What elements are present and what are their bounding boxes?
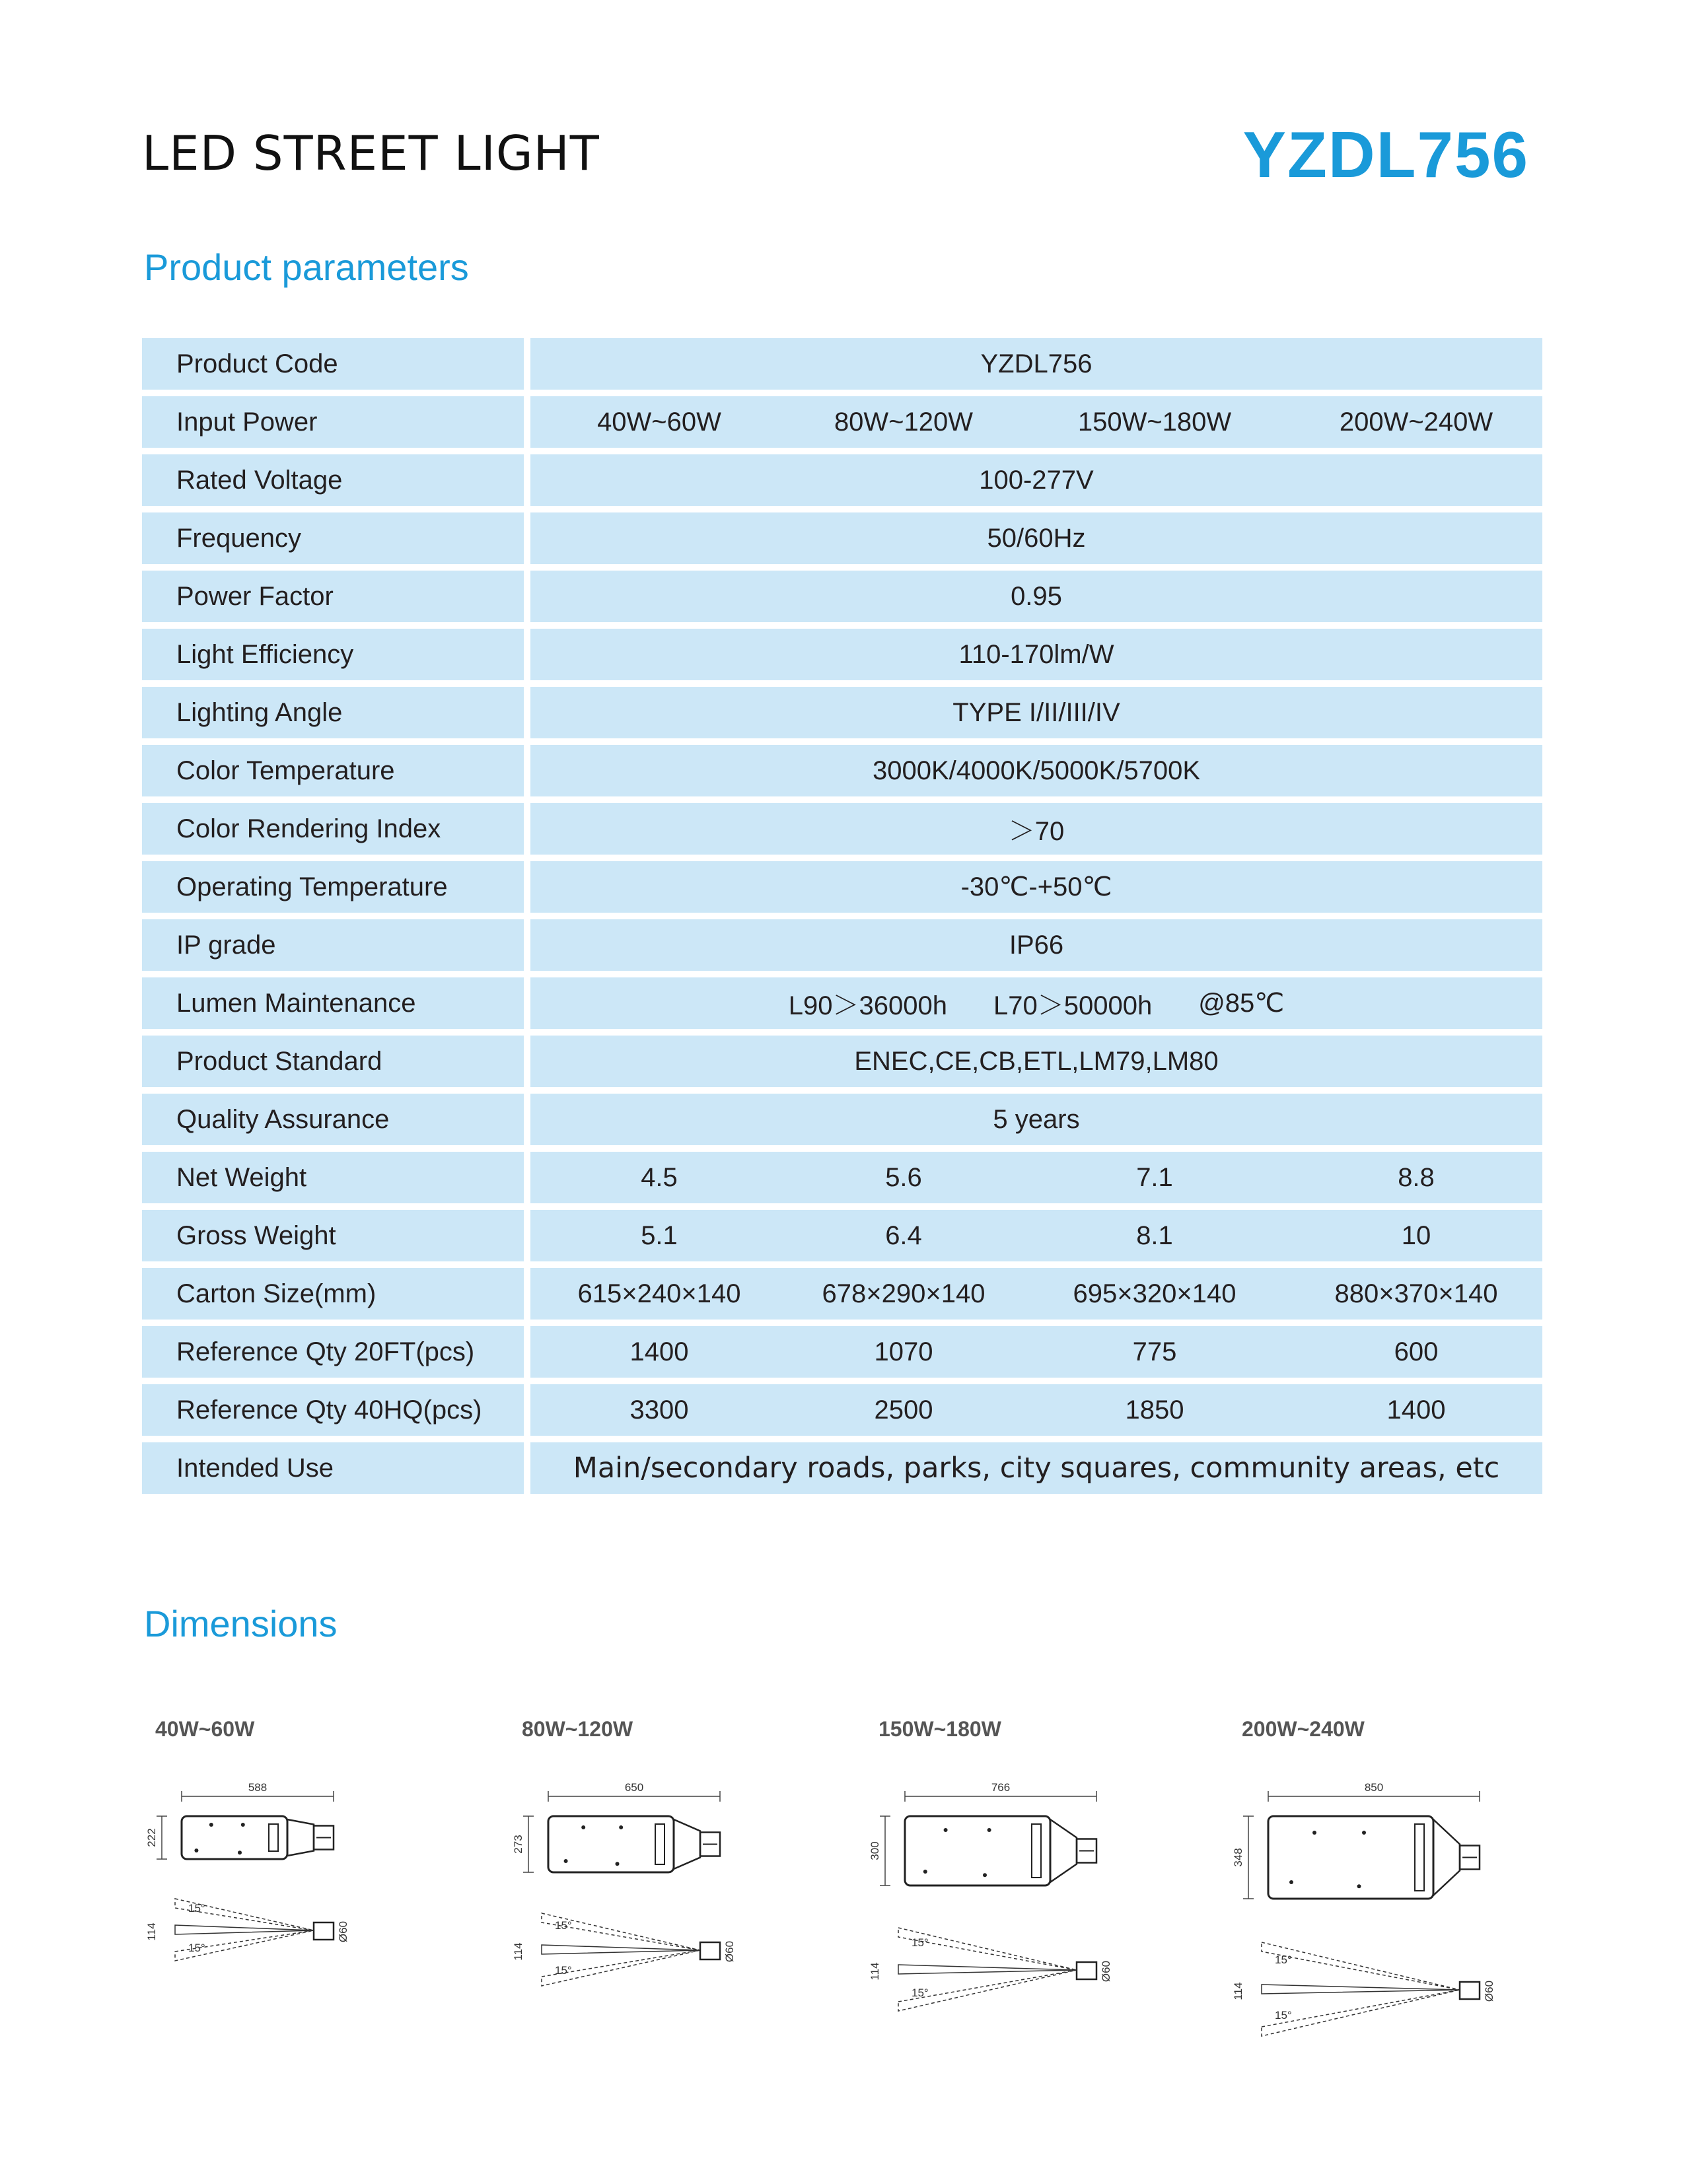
tilt-angle-label: 15° — [912, 1936, 929, 1949]
spec-value: 0.95 — [530, 571, 1542, 622]
dimensions-heading: Dimensions — [144, 1603, 338, 1644]
spec-value-cell: 1850 — [1125, 1395, 1184, 1425]
dimension-label: 200W~240W — [1242, 1717, 1365, 1741]
spec-row — [142, 861, 1542, 913]
pole-diameter-dimension: Ø60 — [723, 1940, 736, 1963]
height-dimension: 273 — [512, 1835, 524, 1854]
spec-value: YZDL756 — [530, 338, 1542, 390]
spec-row — [142, 1036, 1542, 1087]
dimension-drawing — [142, 1717, 485, 2074]
spec-value: ＞70 — [530, 803, 1542, 855]
spec-label: Color Rendering Index — [142, 803, 524, 855]
spec-row — [142, 629, 1542, 680]
width-dimension: 766 — [991, 1781, 1011, 1794]
spec-value-cell: 200W~240W — [1339, 407, 1493, 437]
luminaire-drawing — [865, 1770, 1209, 2074]
spec-label: Rated Voltage — [142, 454, 524, 506]
spec-value — [530, 1326, 1542, 1378]
spec-label: Color Temperature — [142, 745, 524, 796]
spec-label: Power Factor — [142, 571, 524, 622]
pole-diameter-dimension: Ø60 — [1483, 1980, 1495, 2002]
spec-value-cell: 600 — [1394, 1337, 1439, 1366]
spec-value-cell: 6.4 — [885, 1220, 922, 1250]
side-height-dimension: 114 — [869, 1962, 881, 1981]
spec-value: -30℃-+50℃ — [530, 861, 1542, 913]
dimension-drawing — [509, 1717, 852, 2074]
spec-row — [142, 1442, 1542, 1494]
spec-value-cell: 5.1 — [641, 1220, 678, 1250]
luminaire-drawing — [1229, 1770, 1572, 2074]
model-title: YZDL756 — [1242, 118, 1529, 191]
spec-value-cell: 8.8 — [1398, 1162, 1435, 1192]
spec-row — [142, 1268, 1542, 1320]
spec-value: 3000K/4000K/5000K/5700K — [530, 745, 1542, 796]
spec-value-part: L70＞50000h — [993, 991, 1153, 1020]
spec-value-cell: 7.1 — [1136, 1162, 1173, 1192]
spec-row — [142, 687, 1542, 738]
spec-label: Reference Qty 40HQ(pcs) — [142, 1384, 524, 1436]
spec-value — [530, 977, 1542, 1029]
spec-value: ENEC,CE,CB,ETL,LM79,LM80 — [530, 1036, 1542, 1087]
height-dimension: 222 — [145, 1828, 158, 1847]
spec-value: 5 years — [530, 1094, 1542, 1145]
spec-row — [142, 1326, 1542, 1378]
spec-value-cell: 1400 — [629, 1337, 689, 1366]
spec-row — [142, 1094, 1542, 1145]
spec-row — [142, 396, 1542, 448]
spec-value-cell: 1400 — [1386, 1395, 1446, 1425]
spec-label: Reference Qty 20FT(pcs) — [142, 1326, 524, 1378]
spec-value-cell: 1070 — [874, 1337, 933, 1366]
spec-label: Product Standard — [142, 1036, 524, 1087]
side-height-dimension: 114 — [1232, 1982, 1244, 2000]
spec-value-cell: 3300 — [629, 1395, 689, 1425]
side-height-dimension: 114 — [145, 1922, 158, 1941]
spec-value: IP66 — [530, 919, 1542, 971]
spec-value-cell: 615×240×140 — [577, 1279, 741, 1308]
width-dimension: 650 — [624, 1781, 644, 1794]
luminaire-drawing — [509, 1770, 852, 2074]
spec-row — [142, 1384, 1542, 1436]
tilt-angle-label: 15° — [1275, 1954, 1292, 1966]
spec-value: 100-277V — [530, 454, 1542, 506]
tilt-angle-label: 15° — [912, 1987, 929, 1999]
spec-value-cell: 40W~60W — [597, 407, 721, 437]
spec-row — [142, 454, 1542, 506]
spec-row — [142, 338, 1542, 390]
spec-label: Intended Use — [142, 1442, 524, 1494]
spec-row — [142, 512, 1542, 564]
spec-value-cell: 150W~180W — [1077, 407, 1232, 437]
spec-label: IP grade — [142, 919, 524, 971]
spec-value — [530, 1384, 1542, 1436]
width-dimension: 588 — [248, 1781, 268, 1794]
spec-row — [142, 919, 1542, 971]
spec-value-cell: 10 — [1401, 1220, 1431, 1250]
spec-value — [530, 396, 1542, 448]
spec-table — [142, 338, 1542, 1500]
spec-label: Frequency — [142, 512, 524, 564]
tilt-angle-label: 15° — [188, 1902, 205, 1915]
pole-diameter-dimension: Ø60 — [337, 1920, 349, 1943]
spec-label: Gross Weight — [142, 1210, 524, 1261]
spec-value-cell: 2500 — [874, 1395, 933, 1425]
dimension-drawing — [865, 1717, 1209, 2074]
side-height-dimension: 114 — [512, 1942, 524, 1961]
spec-value-part: L90＞36000h — [788, 991, 947, 1020]
tilt-angle-label: 15° — [555, 1964, 572, 1977]
spec-row — [142, 745, 1542, 796]
pole-diameter-dimension: Ø60 — [1100, 1960, 1112, 1983]
spec-label: Light Efficiency — [142, 629, 524, 680]
spec-value-cell: 8.1 — [1136, 1220, 1173, 1250]
height-dimension: 348 — [1232, 1848, 1244, 1867]
spec-value-cell: 775 — [1132, 1337, 1177, 1366]
width-dimension: 850 — [1364, 1781, 1384, 1794]
tilt-angle-label: 15° — [1275, 2009, 1292, 2022]
spec-label: Lighting Angle — [142, 687, 524, 738]
spec-value — [530, 1152, 1542, 1203]
dimension-drawing — [1229, 1717, 1572, 2074]
spec-row — [142, 571, 1542, 622]
dimension-label: 80W~120W — [522, 1717, 633, 1741]
spec-value-cell: 5.6 — [885, 1162, 922, 1192]
spec-value-cell: 880×370×140 — [1334, 1279, 1498, 1308]
spec-value — [530, 1210, 1542, 1261]
spec-label: Product Code — [142, 338, 524, 390]
spec-label: Carton Size(mm) — [142, 1268, 524, 1320]
height-dimension: 300 — [869, 1841, 881, 1860]
spec-row — [142, 1152, 1542, 1203]
spec-value-cell: 4.5 — [641, 1162, 678, 1192]
spec-row — [142, 803, 1542, 855]
spec-value-cell: 678×290×140 — [822, 1279, 986, 1308]
dimension-label: 150W~180W — [878, 1717, 1001, 1741]
spec-label: Net Weight — [142, 1152, 524, 1203]
spec-label: Quality Assurance — [142, 1094, 524, 1145]
spec-value — [530, 1268, 1542, 1320]
luminaire-drawing — [142, 1770, 485, 2074]
spec-value-cell: 695×320×140 — [1073, 1279, 1237, 1308]
tilt-angle-label: 15° — [188, 1942, 205, 1954]
spec-value: TYPE I/II/III/IV — [530, 687, 1542, 738]
dimension-label: 40W~60W — [155, 1717, 255, 1741]
spec-label: Lumen Maintenance — [142, 977, 524, 1029]
spec-value-part: @85℃ — [1198, 989, 1285, 1018]
product-type-title: LED STREET LIGHT — [142, 125, 600, 181]
spec-label: Input Power — [142, 396, 524, 448]
spec-row — [142, 977, 1542, 1029]
product-parameters-heading: Product parameters — [144, 246, 469, 288]
spec-row — [142, 1210, 1542, 1261]
spec-value: 110-170lm/W — [530, 629, 1542, 680]
spec-value: Main/secondary roads, parks, city squares, community areas, etc — [530, 1442, 1542, 1494]
spec-value-cell: 80W~120W — [834, 407, 974, 437]
spec-label: Operating Temperature — [142, 861, 524, 913]
tilt-angle-label: 15° — [555, 1919, 572, 1932]
spec-value: 50/60Hz — [530, 512, 1542, 564]
